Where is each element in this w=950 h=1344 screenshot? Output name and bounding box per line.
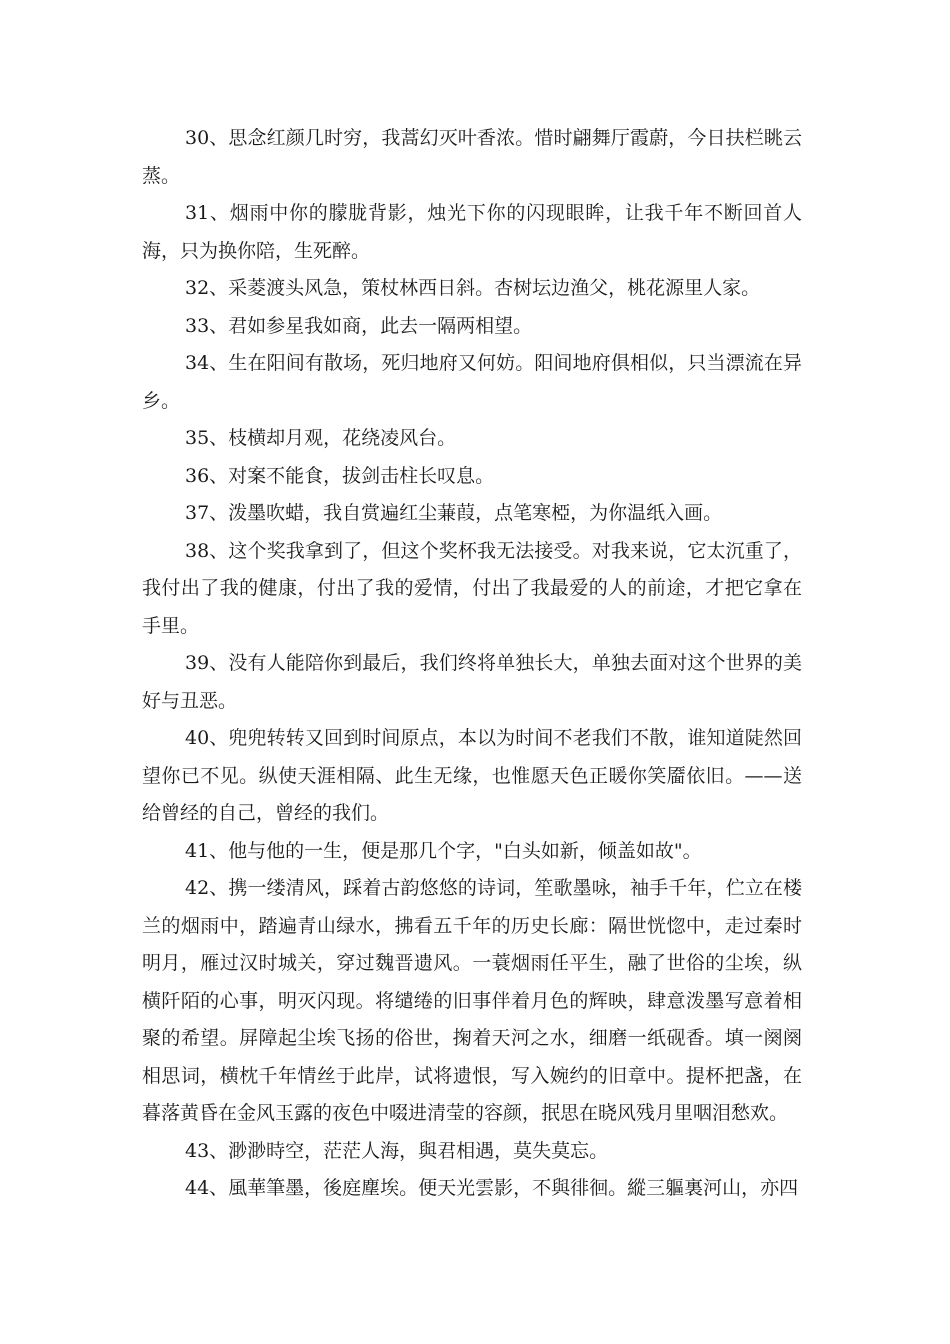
paragraph-32: 32、采菱渡头风急，策杖林西日斜。杏树坛边渔父，桃花源里人家。 xyxy=(185,277,761,299)
paragraph-34: 34、生在阳间有散场，死归地府又何妨。阳间地府俱相似，只当漂流在异乡。 xyxy=(142,352,802,412)
paragraph-43: 43、渺渺時空，茫茫人海，與君相遇，莫失莫忘。 xyxy=(185,1139,609,1162)
paragraph-39: 39、没有人能陪你到最后，我们终将单独长大，单独去面对这个世界的美好与丑恶。 xyxy=(142,652,802,712)
paragraph-31: 31、烟雨中你的朦胧背影，烛光下你的闪现眼眸，让我千年不断回首人海，只为换你陪，生死醉。 xyxy=(142,202,802,262)
paragraph-40: 40、兜兜转转又回到时间原点，本以为时间不老我们不散，谁知道陡然回望你已不见。纵使天涯相隔、此生无缘，也惟愿天色正暖你笑靥依旧。——送给曾经的自己，曾经的我们。 xyxy=(142,727,802,824)
paragraph-38: 38、这个奖我拿到了，但这个奖杯我无法接受。对我来说，它太沉重了，我付出了我的健康，付出了我的爱情，付出了我最爱的人的前途，才把它拿在手里。 xyxy=(142,539,802,637)
paragraph-35: 35、枝横却月观，花绕凌风台。 xyxy=(185,427,457,449)
paragraph-41: 41、他与他的一生，便是那几个字，"白头如新，倾盖如故"。 xyxy=(185,839,702,862)
paragraph-44: 44、風華筆墨，後庭塵埃。便天光雲影，不與徘徊。縱三軀裏河山，亦四 xyxy=(185,1177,799,1199)
paragraph-37: 37、泼墨吹蜡，我自赏遍红尘蒹葭，点笔寒椏，为你温纸入画。 xyxy=(185,502,723,524)
document-body xyxy=(142,120,802,1208)
paragraph-42: 42、携一缕清风，踩着古韵悠悠的诗词，笙歌墨咏，袖手千年，伫立在楼兰的烟雨中，踏遍青山绿水，拂看五千年的历史长廊：隔世恍惚中，走过秦时明月，雁过汉时城关，穿过魏晋遗风。一蓑烟雨任平生，融了世俗的尘埃，纵横阡陌的心事，明灭闪现。将缱绻的旧事伴着月色的辉映，肆意泼墨写意着相聚的希望。屏障起尘埃飞扬的俗世，掬着天河之水，细磨一纸砚香。填一阕阕相思词，横枕千年情丝于此岸，试将遗恨，写入婉约的旧章中。提杯把盏，在暮落黄昏在金风玉露的夜色中啜进清莹的容颜，抿思在晓风残月里咽泪愁欢。 xyxy=(142,877,802,1124)
paragraph-30: 30、思念红颜几时穷，我蒿幻灭叶香浓。惜时翩舞厅霞蔚，今日扶栏眺云蒸。 xyxy=(142,127,802,187)
paragraph-33: 33、君如参星我如商，此去一隔两相望。 xyxy=(185,314,533,337)
paragraph-36: 36、对案不能食，拔剑击柱长叹息。 xyxy=(185,464,495,487)
